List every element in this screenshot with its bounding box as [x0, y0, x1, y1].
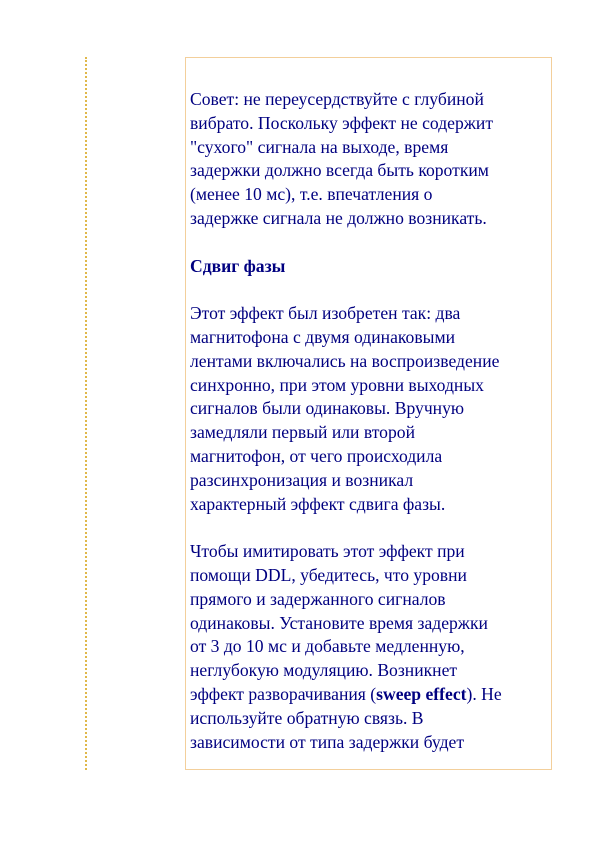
text-line: Чтобы имитировать этот эффект при: [190, 541, 465, 562]
sweep-suffix: ). Не: [466, 683, 502, 704]
text-frame: [185, 57, 552, 770]
text-line: "сухого" сигнала на выходе, время: [190, 136, 449, 157]
text-line: задержки должно всегда быть коротким: [190, 160, 489, 181]
history-paragraph: [190, 302, 550, 516]
text-line: зависимости от типа задержки будет: [190, 731, 465, 752]
sweep-line: [190, 683, 550, 707]
text-line: неглубокую модуляцию. Возникнет: [190, 660, 458, 681]
text-line: магнитофон, от чего происходила: [190, 445, 443, 466]
text-line: характерный эффект сдвига фазы.: [190, 493, 446, 514]
text-line: (менее 10 мс), т.е. впечатления о: [190, 184, 433, 205]
howto-paragraph: [190, 540, 550, 754]
text-line: помощи DDL, убедитесь, что уровни: [190, 564, 467, 585]
text-line: от 3 до 10 мс и добавьте медленную,: [190, 636, 465, 657]
tip-paragraph: [190, 88, 550, 231]
text-line: замедляли первый или второй: [190, 422, 415, 443]
text-line: прямого и задержанного сигналов: [190, 588, 446, 609]
text-line: Совет: не переусердствуйте с глубиной: [190, 89, 484, 109]
text-line: используйте обратную связь. В: [190, 707, 424, 728]
text-line: сигналов были одинаковы. Вручную: [190, 398, 465, 419]
text-line: лентами включались на воспроизведение: [190, 350, 500, 371]
margin-dotted-rule: [85, 57, 87, 770]
text-line: Этот эффект был изобретен так: два: [190, 303, 461, 324]
page-content: [190, 88, 550, 770]
section-heading: Сдвиг фазы: [190, 255, 286, 276]
text-line: вибрато. Поскольку эффект не содержит: [190, 112, 494, 133]
text-line: задержке сигнала не должно возникать.: [190, 207, 487, 228]
text-line: магнитофона с двумя одинаковыми: [190, 326, 456, 347]
text-line: разсинхронизация и возникал: [190, 469, 414, 490]
text-line: одинаковы. Установите время задержки: [190, 612, 488, 633]
sweep-prefix: эффект разворачивания (: [190, 683, 377, 704]
sweep-effect-term: sweep effect: [376, 683, 467, 704]
text-line: синхронно, при этом уровни выходных: [190, 374, 484, 395]
